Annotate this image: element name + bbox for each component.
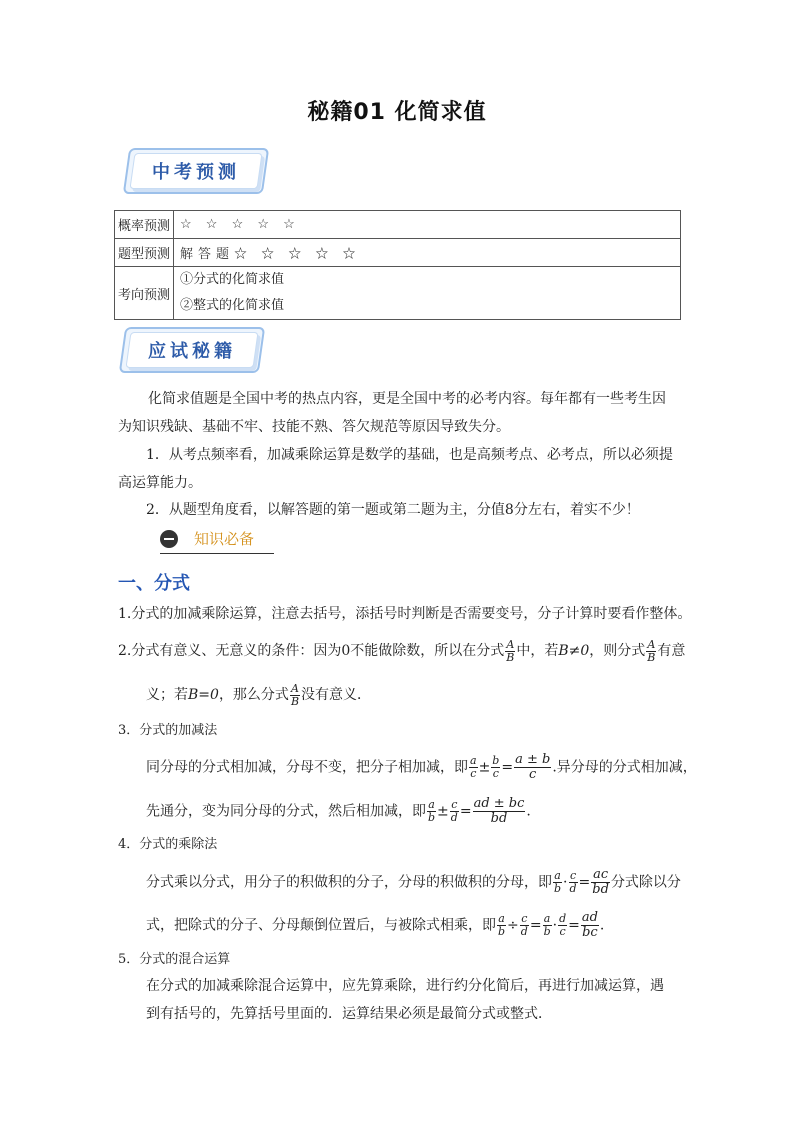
knowledge-badge-label: 知识必备 (194, 530, 255, 548)
item-5-heading: 5．分式的混合运算 (118, 952, 231, 967)
item-2-line-2: 义；若B=0，那么分式 $\frac{A}{B}$ 没有意义． (146, 681, 372, 708)
question-type-stars: 解答题☆ ☆ ☆ ☆ ☆ (174, 239, 681, 267)
item-5-text: 在分式的加减乘除混合运算中，应先算乘除，进行约分化简后，再进行加减运算，遇到有括号的，先算括号里面的．运算结果必须是最简分式或整式． (146, 978, 664, 1022)
direction-item: ①分式的化简求值 (180, 272, 285, 287)
prediction-table (114, 210, 681, 320)
tips-banner-label: 应试秘籍 (148, 341, 236, 362)
direction-item: ②整式的化简求值 (180, 298, 285, 313)
table-row (115, 211, 681, 239)
row-label: 概率预测 (115, 211, 174, 239)
intro-paragraph-1: 化简求值题是全国中考的热点内容，更是全国中考的必考内容。每年都有一些考生因为知识残缺、基础不牢、技能不熟、答欠规范等原因导致失分。 (118, 391, 666, 435)
fraction-a-over-b: $\frac{A}{B}$ (290, 681, 300, 708)
table-row (115, 267, 681, 320)
item-3-line-1: 同分母的分式相加减，分母不变，把分子相加减，即 $\frac{a}{c}$ ± $\frac{b}{c}$ = $\frac{a \pm b}{c}$ .异分母的分式相加减， (146, 752, 697, 782)
table-row (115, 239, 681, 267)
item-4-line-1: 分式乘以分式，用分子的积做积的分子，分母的积做积的分母，即 $\frac{a}{b}$ · $\frac{c}{d}$ = $\frac{ac}{bd}$ 分式除以分 (146, 867, 681, 897)
forecast-banner (126, 148, 266, 194)
section-heading: 一、分式 (118, 573, 190, 594)
item-3-heading: 3．分式的加减法 (118, 723, 218, 738)
intro-paragraph-3: 2．从题型角度看，以解答题的第一题或第二题为主，分值8分左右，着实不少！ (146, 502, 640, 518)
item-1: 1.分式的加减乘除运算，注意去括号，添括号时判断是否需要变号，分子计算时要看作整体。 (118, 606, 692, 622)
item-4-heading: 4．分式的乘除法 (118, 837, 218, 852)
fraction-a-over-b: $\frac{A}{B}$ (647, 637, 656, 664)
item-3-line-2: 先通分，变为同分母的分式，然后相加减，即 $\frac{a}{b}$ ± $\frac{c}{d}$ = $\frac{ad \pm bc}{bd}$ . (146, 796, 531, 826)
item-2-line-1: 2.分式有意义、无意义的条件：因为0不能做除数，所以在分式 $\frac{A}{B}$ 中，若B≠0，则分式 $\frac{A}{B}$ 有意 (118, 637, 686, 664)
probability-stars: ☆ ☆ ☆ ☆ ☆ (174, 211, 681, 239)
intro-paragraph-2: 1．从考点频率看，加减乘除运算是数学的基础，也是高频考点、必考点，所以必须提高运算能力。 (118, 447, 673, 491)
forecast-banner-label: 中考预测 (152, 162, 240, 183)
item-4-line-2: 式，把除式的分子、分母颠倒位置后，与被除式相乘，即 $\frac{a}{b}$ ÷ $\frac{c}{d}$ = $\frac{a}{b}$ · $\frac{d}{c}$ = $\frac{ad}{bc}$ . (146, 910, 605, 940)
row-label: 考向预测 (115, 267, 174, 320)
tips-banner (122, 327, 262, 373)
page-title: 秘籍01 化简求值 (307, 100, 487, 125)
fraction-a-over-b: $\frac{A}{B}$ (506, 637, 515, 664)
row-label: 题型预测 (115, 239, 174, 267)
minus-circle-icon (160, 530, 178, 548)
